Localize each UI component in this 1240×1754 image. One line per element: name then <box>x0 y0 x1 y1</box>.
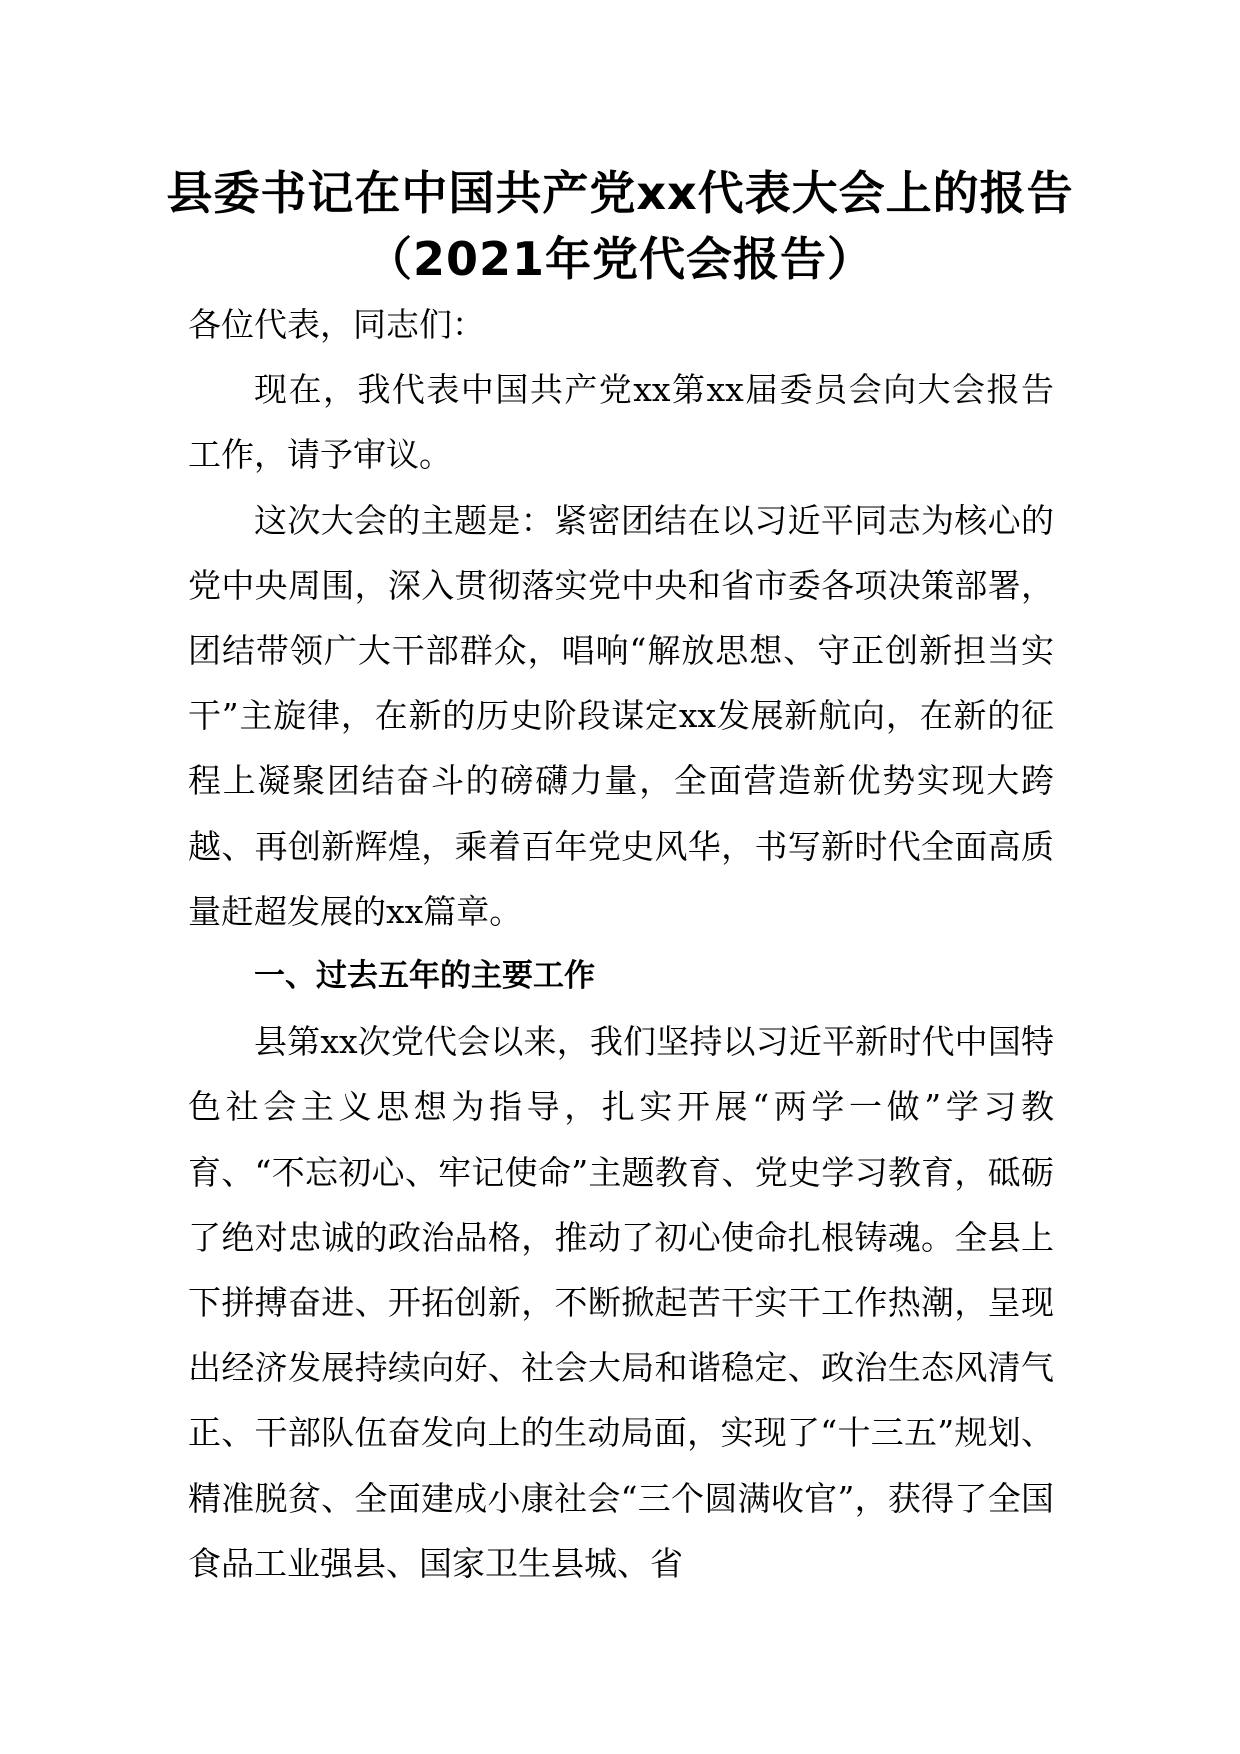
section-heading: 一、过去五年的主要工作 <box>254 958 595 995</box>
paragraph-intro: 现在，我代表中国共产党xx第xx届委员会向大会报告工作，请予审议。 <box>188 370 1054 475</box>
document-title: 县委书记在中国共产党xx代表大会上的报告（2021年党代会报告） <box>166 166 1074 286</box>
document-body <box>188 292 1054 1596</box>
salutation: 各位代表，同志们： <box>188 305 485 344</box>
paragraph-theme: 这次大会的主题是：紧密团结在以习近平同志为核心的党中央周围，深入贯彻落实党中央和省市委各项决策部署，团结带领广大干部群众，唱响“解放思想、守正创新担当实干”主旋律，在新的历史阶段谋定xx发展新航向，在新的征程上凝聚团结奋斗的磅礴力量，全面营造新优势实现大跨越、再创新辉煌，乘着百年党史风华，书写新时代全面高质量赶超发展的xx篇章。 <box>188 500 1054 931</box>
section-paragraph: 县第xx次党代会以来，我们坚持以习近平新时代中国特色社会主义思想为指导，扎实开展“两学一做”学习教育、“不忘初心、牢记使命”主题教育、党史学习教育，砥砺了绝对忠诚的政治品格，推动了初心使命扎根铸魂。全县上下拼搏奋进、开拓创新，不断掀起苦干实干工作热潮，呈现出经济发展持续向好、社会大局和谐稳定、政治生态风清气正、干部队伍奋发向上的生动局面，实现了“十三五”规划、精准脱贫、全面建成小康社会“三个圆满收官”，获得了全国食品工业强县、国家卫生县城、省 <box>188 1022 1054 1583</box>
